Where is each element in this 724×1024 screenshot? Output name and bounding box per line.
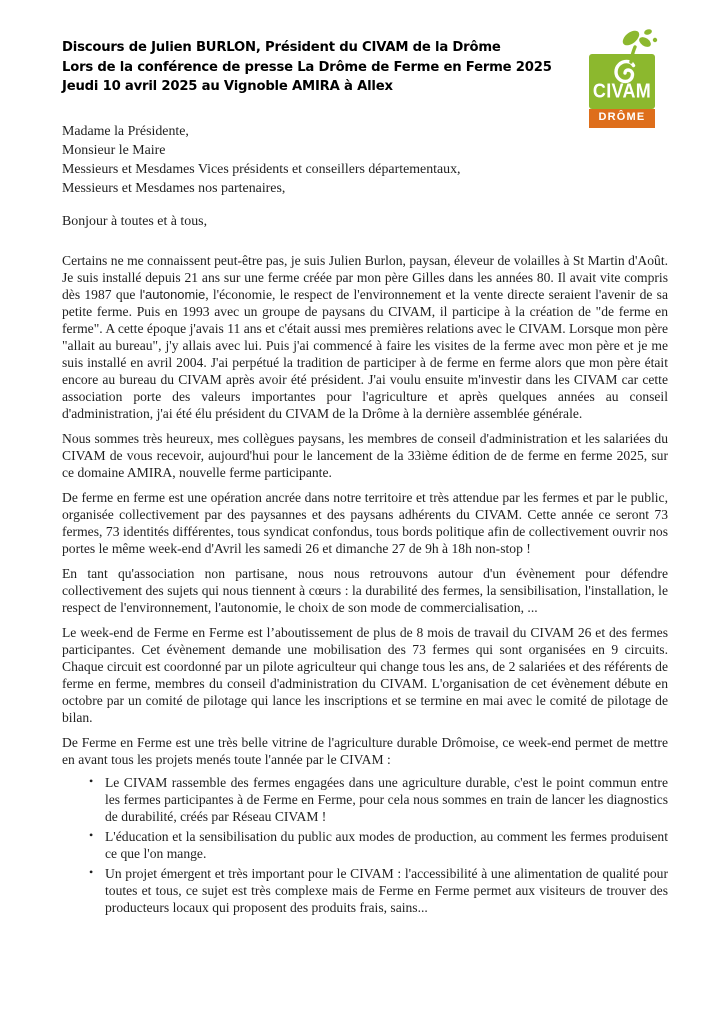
projects-bullet-list xyxy=(62,774,668,916)
bullet-text: Le CIVAM rassemble des fermes engagées dans une agriculture durable, c'est le point commun entre les fermes participantes à de Ferme en Ferme, pour cela nous sommes en train de lancer les diagnostics de durabilité, créés par Réseau CIVAM ! xyxy=(105,774,668,824)
salutation-line: Messieurs et Mesdames nos partenaires, xyxy=(62,180,286,196)
salutation-line: Messieurs et Mesdames Vices présidents et conseillers départementaux, xyxy=(62,161,461,177)
salutation-line: Monsieur le Maire xyxy=(62,142,166,158)
bullet-item xyxy=(89,773,668,825)
bullet-item xyxy=(89,864,668,916)
paragraph-intro-before: Certains ne me connaissent peut-être pas, je suis Julien Burlon, paysan, éleveur de volailles à St Martin d'Août. Je suis installé depuis 21 ans sur une ferme créée par mon père Gilles dans les années 80. Il avait vite compris dès 1987 que xyxy=(62,252,668,302)
document-header xyxy=(62,38,668,97)
paragraph-intro-sans-word: l'autonomie xyxy=(139,286,206,302)
bullet-item xyxy=(89,827,668,862)
salutation-line: Madame la Présidente, xyxy=(62,123,189,139)
logo-org-text: CIVAM xyxy=(592,79,652,103)
greeting-line: Bonjour à toutes et à tous, xyxy=(62,213,208,229)
header-line-1: Discours de Julien BURLON, Président du CIVAM de la Drôme xyxy=(62,40,501,55)
bullet-dot-icon: • xyxy=(89,864,94,879)
salutation-block xyxy=(62,122,668,198)
bullet-text: L'éducation et la sensibilisation du public aux modes de production, au comment les fermes produisent ce que l'on mange. xyxy=(105,828,668,861)
paragraph-vitrine: De Ferme en Ferme est une très belle vitrine de l'agriculture durable Drômoise, ce week-end permet de mettre en avant tous les projets menés toute l'année par le CIVAM : xyxy=(62,734,668,767)
paragraph-intro xyxy=(62,252,668,422)
paragraph-intro-after: , l'économie, le respect de l'environnement et la vente directe seraient l'avenir de sa petite ferme. Puis en 1993 avec un groupe de paysans du CIVAM, il participe à la création de "de ferme en ferme". A cette époque j'avais 11 ans et c'était aussi mes premières relations avec le CIVAM. Lorsque mon père "allait au bureau", j'y allais avec lui. Puis j'ai commencé à faire les visites de la ferme avec mon père et je me suis installé en avril 2004. J'ai perpétué la tradition de participer à de ferme en ferme alors que mon père était encore au bureau du CIVAM après avoir été président. J'ai voulu ensuite m'investir dans les CIVAM car cette association porte des valeurs importantes pour l'agriculture et après quelques années au conseil d'administration, j'ai été élu président du CIVAM de la Drôme à la dernière assemblée générale. xyxy=(62,286,668,421)
speech-body xyxy=(62,252,668,916)
paragraph-welcome: Nous sommes très heureux, mes collègues paysans, les membres de conseil d'administration et les salariées du CIVAM de vous recevoir, aujourd'hui pour le lancement de la 33ième édition de de ferme en ferme 2025, sur ce domaine AMIRA, nouvelle ferme participante. xyxy=(62,430,668,480)
header-line-2: Lors de la conférence de presse La Drôme de Ferme en Ferme 2025 xyxy=(62,59,552,75)
paragraph-weekend: Le week-end de Ferme en Ferme est l’aboutissement de plus de 8 mois de travail du CIVAM 26 et des fermes participantes. Cet évènement demande une mobilisation des 73 fermes qui sont organisées en 9 circuits. Chaque circuit est coordonné par un pilote agriculteur qui change tous les ans, de 2 salariées et des référents de ferme en ferme, membres du conseil d'administration du CIVAM. L'organisation de cet évènement débute en octobre par un comité de pilotage qui lance les inscriptions et se termine en mai avec le comité de pilotage de bilan. xyxy=(62,624,668,725)
header-line-3: Jeudi 10 avril 2025 au Vignoble AMIRA à Allex xyxy=(62,79,393,94)
bullet-text: Un projet émergent et très important pour le CIVAM : l'accessibilité à une alimentation de qualité pour toutes et tous, ce sujet est très complexe mais de Ferme en Ferme permet aux visiteurs de trouver des producteurs locaux qui proposent des produits frais, sains... xyxy=(105,865,668,915)
logo-region-text: DRÔME xyxy=(598,111,646,123)
paragraph-association: En tant qu'association non partisane, nous nous retrouvons autour d'un évènement pour défendre collectivement des sujets qui nous tiennent à cœurs : la durabilité des fermes, la sensibilisation, l'installation, le respect de l'environnement, l'autonomie, le choix de son mode de commercialisation, ... xyxy=(62,565,668,615)
paragraph-operation: De ferme en ferme est une opération ancrée dans notre territoire et très attendue par les fermes et par le public, organisée collectivement par des paysannes et des paysans adhérents du CIVAM. Cette année ce seront 73 fermes, 73 identités différentes, tous syndicat confondus, tous bords politique afin de collectivement ouvrir nos portes le même week-end d'Avril les samedi 26 et dimanche 27 de 9h à 18h non-stop ! xyxy=(62,489,668,556)
bullet-dot-icon: • xyxy=(89,827,94,842)
document-content xyxy=(62,38,668,919)
bullet-dot-icon: • xyxy=(89,773,94,788)
